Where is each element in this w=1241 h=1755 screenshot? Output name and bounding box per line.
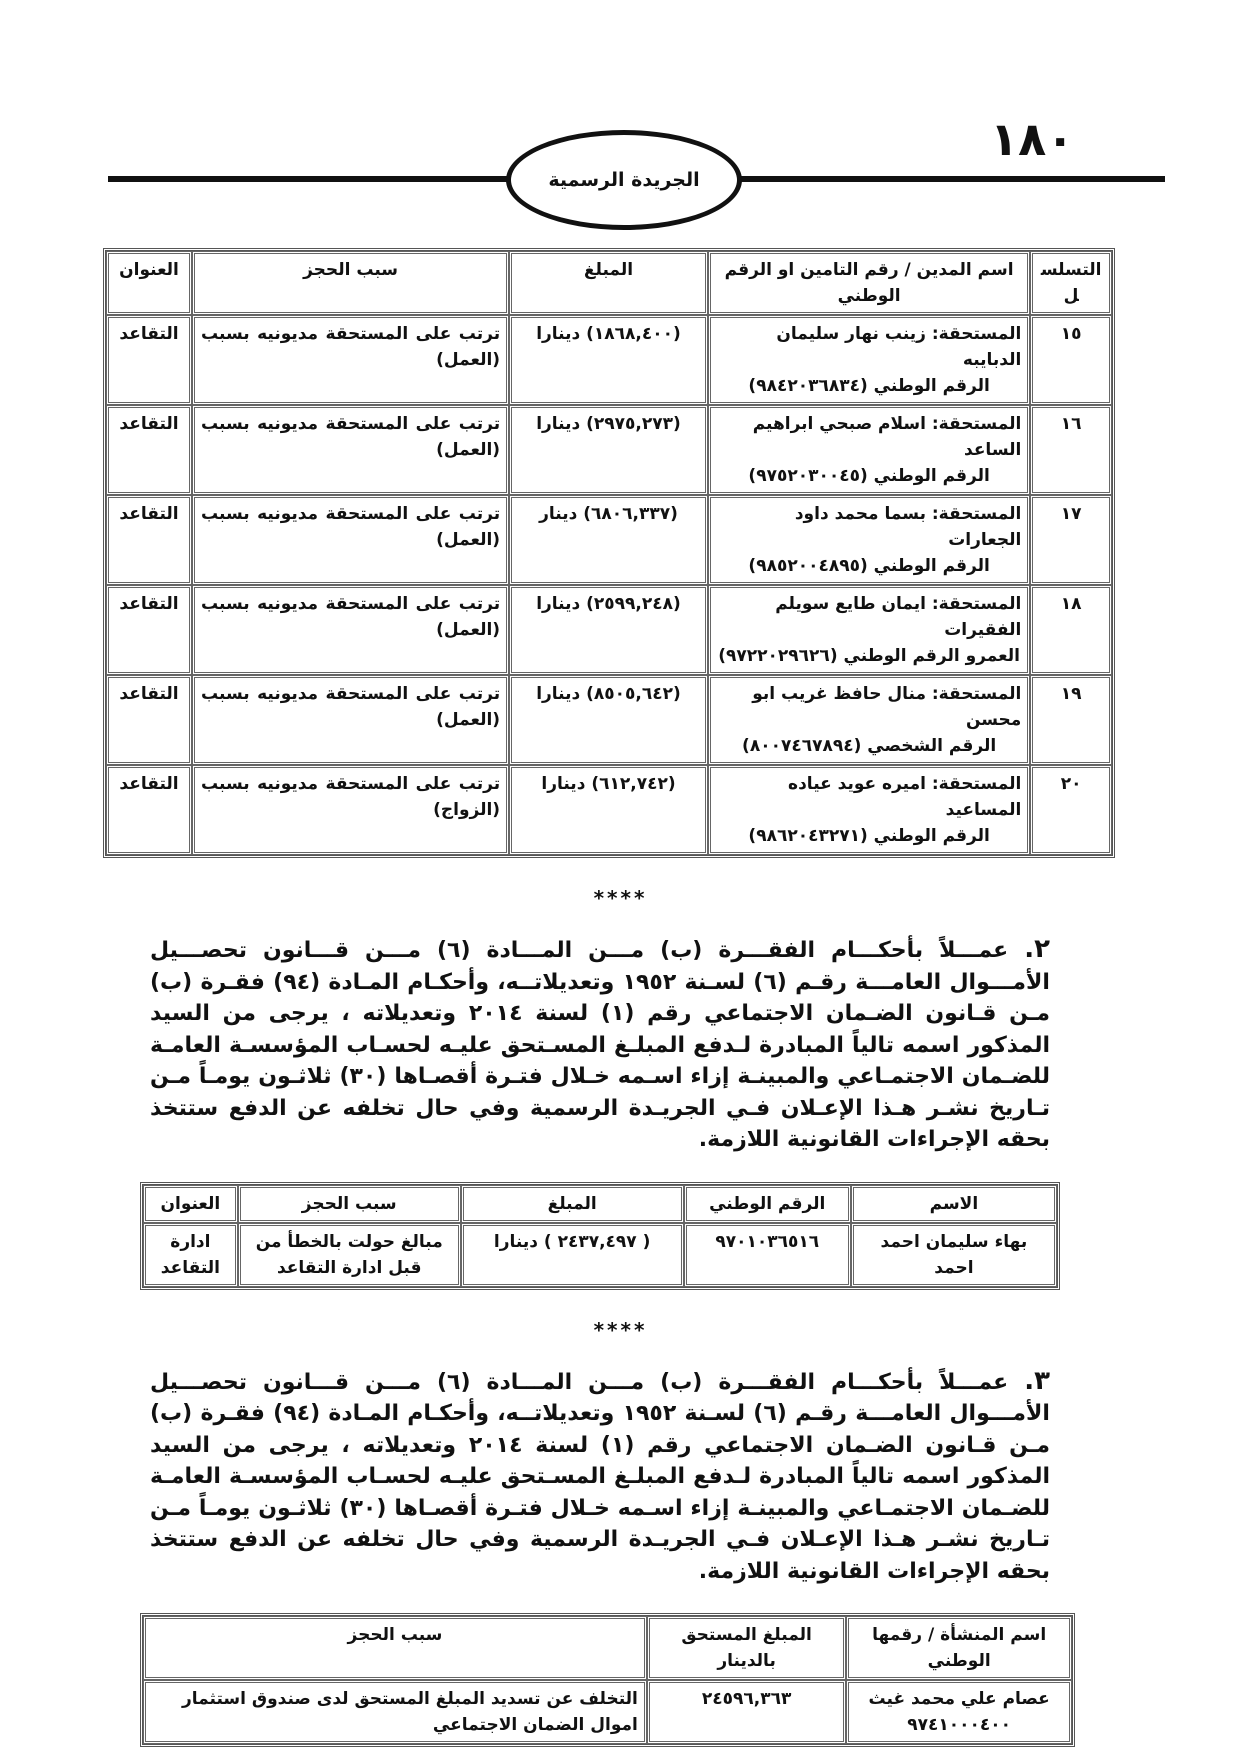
table-row — [143, 1223, 1057, 1287]
notice-3 — [150, 1366, 1050, 1588]
notice-2-text: عمـــلاً بأحكـــام الفقـــرة (ب) مـــن المـــادة (٦) مـــن قـــانون تحصـــيل الأمـــوال العامـــة رقـم (٦) لسـنة ١٩٥٢ وتعديلاتــه، وأحكـام المـادة (٩٤) فقـرة (ب) مـن قـانون الضـمان الاجتماعي رقم (١) لسنة ٢٠١٤ وتعديلاته ، يرجى من السيد المذكور اسمه تالياً المبادرة لـدفع المبلـغ المسـتحق عليـه لحسـاب المؤسسـة العامـة للضـمان الاجتمـاعي والمبينـة إزاء اسـمه خـلال فتـرة أقصـاها (٣٠) ثلاثـون يومـاً مـن تـاريخ نشـر هـذا الإعـلان فـي الجريـدة الرسمية وفي حال تخلفه عن الدفع ستتخذ بحقه الإجراءات القانونية اللازمة. — [150, 938, 1051, 1152]
cell-seq — [1030, 495, 1112, 585]
col-header-reason: سبب الحجز — [143, 1616, 647, 1680]
seq-value: ٢٠ — [1060, 774, 1082, 794]
debtor-id: الرقم الوطني (٩٨٦٢٠٤٣٢٧١) — [748, 826, 990, 846]
notice-2-number: ٢. — [1024, 934, 1050, 964]
debtor-id: الرقم الوطني (٩٧٥٢٠٣٠٠٤٥) — [748, 466, 990, 486]
cell-reason — [192, 675, 509, 765]
page-header — [0, 0, 1241, 232]
address-value: التقاعد — [119, 594, 179, 614]
seq-value: ١٩ — [1060, 684, 1082, 704]
address-value: التقاعد — [119, 324, 179, 344]
cell-reason — [192, 585, 509, 675]
cell-amount — [509, 585, 708, 675]
debtor-name: المستحقة: اميره عويد عياده المساعيد — [788, 774, 1022, 820]
cell-debtor — [708, 405, 1030, 495]
table-row — [106, 765, 1112, 855]
seq-value: ١٥ — [1060, 324, 1082, 344]
reason-value: ترتب على المستحقة مديونيه بسبب (العمل) — [201, 684, 501, 730]
col-header-seq: التسلسل — [1030, 251, 1112, 315]
col-header-debtor: اسم المدين / رقم التامين او الرقم الوطني — [708, 251, 1030, 315]
col-header-amount: المبلغ — [461, 1185, 684, 1223]
debtor-id: العمرو الرقم الوطني (٩٧٢٢٠٢٩٦٢٦) — [718, 646, 1020, 666]
debtor-name: المستحقة: ايمان طايع سويلم الفقيرات — [775, 594, 1022, 640]
cell-debtor — [708, 495, 1030, 585]
amount-value: (٦٨٠٦,٣٣٧) دينار — [539, 504, 678, 524]
cell-establishment — [846, 1680, 1072, 1744]
amount-value: (١٨٦٨,٤٠٠) دينارا — [536, 324, 681, 344]
amount-value: (٢٥٩٩,٢٤٨) دينارا — [536, 594, 681, 614]
reason-value: ترتب على المستحقة مديونيه بسبب (العمل) — [201, 594, 501, 640]
address-value: التقاعد — [119, 684, 179, 704]
reason-value: ترتب على المستحقة مديونيه بسبب (الزواج) — [201, 774, 501, 820]
cell-reason — [192, 765, 509, 855]
table-header-row — [143, 1185, 1057, 1223]
reason-value: ترتب على المستحقة مديونيه بسبب (العمل) — [201, 324, 501, 370]
seq-value: ١٦ — [1060, 414, 1082, 434]
cell-seq — [1030, 675, 1112, 765]
cell-amount: ( ٢٤٣٧,٤٩٧ ) دينارا — [461, 1223, 684, 1287]
cell-amount: ٢٤٥٩٦,٣٦٣ — [647, 1680, 846, 1744]
cell-address — [106, 765, 192, 855]
journal-title-oval — [506, 130, 742, 230]
cell-address — [106, 495, 192, 585]
col-header-amount: المبلغ — [509, 251, 708, 315]
col-header-name: الاسم — [851, 1185, 1057, 1223]
debtors-table-body — [106, 315, 1112, 855]
cell-amount — [509, 315, 708, 405]
reason-value: ترتب على المستحقة مديونيه بسبب (العمل) — [201, 504, 501, 550]
header-rule-left — [108, 176, 508, 182]
seq-value: ١٧ — [1060, 504, 1082, 524]
debtor-id: الرقم الوطني (٩٨٥٢٠٠٤٨٩٥) — [748, 556, 990, 576]
debtor-id: الرقم الوطني (٩٨٤٢٠٣٦٨٣٤) — [748, 376, 990, 396]
table-row — [143, 1680, 1072, 1744]
section-separator: **** — [593, 1317, 648, 1342]
col-header-establishment: اسم المنشأة / رقمها الوطني — [846, 1616, 1072, 1680]
table-header-row — [143, 1616, 1072, 1680]
table-row — [106, 405, 1112, 495]
cell-reason: مبالغ حولت بالخطأ من قبل ادارة التقاعد — [238, 1223, 461, 1287]
notice-2 — [150, 934, 1050, 1156]
notice-3-text: عمـــلاً بأحكـــام الفقـــرة (ب) مـــن المـــادة (٦) مـــن قـــانون تحصـــيل الأمـــوال العامـــة رقـم (٦) لسـنة ١٩٥٢ وتعديلاتــه، وأحكـام المـادة (٩٤) فقـرة (ب) مـن قـانون الضـمان الاجتماعي رقم (١) لسنة ٢٠١٤ وتعديلاته ، يرجى من السيد المذكور اسمه تالياً المبادرة لـدفع المبلـغ المسـتحق عليـه لحسـاب المؤسسـة العامـة للضـمان الاجتمـاعي والمبينـة إزاء اسـمه خـلال فتـرة أقصـاها (٣٠) ثلاثـون يومـاً مـن تـاريخ نشـر هـذا الإعـلان فـي الجريـدة الرسمية وفي حال تخلفه عن الدفع ستتخذ بحقه الإجراءات القانونية اللازمة. — [150, 1369, 1051, 1584]
cell-amount — [509, 405, 708, 495]
cell-reason: التخلف عن تسديد المبلغ المستحق لدى صندوق استثمار اموال الضمان الاجتماعي — [143, 1680, 647, 1744]
cell-address — [106, 405, 192, 495]
address-value: التقاعد — [119, 414, 179, 434]
col-header-address: العنوان — [106, 251, 192, 315]
cell-national-id: ٩٧٤١٠٠٠٤٠٠ — [907, 1715, 1012, 1735]
table-header-row — [106, 251, 1112, 315]
cell-amount — [509, 495, 708, 585]
table-row — [106, 675, 1112, 765]
table-row — [106, 585, 1112, 675]
reason-value: ترتب على المستحقة مديونيه بسبب (العمل) — [201, 414, 501, 460]
cell-address — [106, 315, 192, 405]
seq-value: ١٨ — [1060, 594, 1082, 614]
col-header-reason: سبب الحجز — [192, 251, 509, 315]
debtor-id: الرقم الشخصي (٨٠٠٧٤٦٧٨٩٤) — [742, 736, 997, 756]
amount-value: (٨٥٠٥,٦٤٢) دينارا — [536, 684, 681, 704]
debtor-table-2 — [140, 1182, 1060, 1290]
section-separator: **** — [593, 886, 648, 910]
amount-value: (٢٩٧٥,٢٧٣) دينارا — [536, 414, 681, 434]
cell-name: عصام علي محمد غيث — [868, 1689, 1050, 1709]
debtor-name: المستحقة: بسما محمد داود الجعارات — [794, 504, 1022, 550]
col-header-amount: المبلغ المستحق بالدينار — [647, 1616, 846, 1680]
cell-debtor — [708, 675, 1030, 765]
cell-reason — [192, 405, 509, 495]
cell-seq — [1030, 315, 1112, 405]
cell-address — [106, 675, 192, 765]
cell-seq — [1030, 585, 1112, 675]
cell-debtor — [708, 765, 1030, 855]
cell-name: بهاء سليمان احمد احمد — [851, 1223, 1057, 1287]
journal-title: الجريدة الرسمية — [548, 169, 700, 191]
establishment-table — [140, 1613, 1075, 1747]
cell-debtor — [708, 315, 1030, 405]
cell-seq — [1030, 405, 1112, 495]
debtor-name: المستحقة: اسلام صبحي ابراهيم الساعد — [752, 414, 1022, 460]
address-value: التقاعد — [119, 774, 179, 794]
cell-national-id: ٩٧٠١٠٣٦٥١٦ — [684, 1223, 851, 1287]
col-header-address: العنوان — [143, 1185, 238, 1223]
amount-value: (٦١٢,٧٤٢) دينارا — [541, 774, 676, 794]
page-number: ١٨٠ — [990, 112, 1075, 166]
cell-seq — [1030, 765, 1112, 855]
col-header-national-id: الرقم الوطني — [684, 1185, 851, 1223]
notice-3-number: ٣. — [1024, 1365, 1050, 1396]
debtor-name: المستحقة: منال حافظ غريب ابو محسن — [752, 684, 1022, 730]
table-row — [106, 495, 1112, 585]
cell-reason — [192, 315, 509, 405]
debtors-table — [103, 248, 1115, 858]
address-value: التقاعد — [119, 504, 179, 524]
cell-address — [106, 585, 192, 675]
page-body — [0, 248, 1241, 1747]
cell-amount — [509, 675, 708, 765]
cell-debtor — [708, 585, 1030, 675]
table-row — [106, 315, 1112, 405]
header-rule-right — [740, 176, 1165, 182]
cell-amount — [509, 765, 708, 855]
cell-reason — [192, 495, 509, 585]
debtor-name: المستحقة: زينب نهار سليمان الدبايبه — [776, 324, 1022, 370]
cell-address: ادارة التقاعد — [143, 1223, 238, 1287]
col-header-reason: سبب الحجز — [238, 1185, 461, 1223]
